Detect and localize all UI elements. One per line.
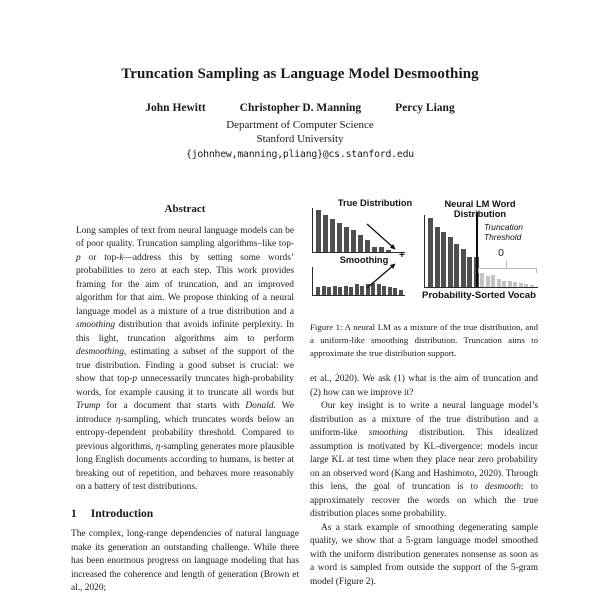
author-1: John Hewitt bbox=[145, 102, 206, 114]
affiliation-department: Department of Computer Science bbox=[226, 119, 374, 131]
neural-lm-kept-bars bbox=[428, 218, 479, 287]
zero-bracket-stem bbox=[506, 261, 507, 268]
bar bbox=[461, 249, 466, 287]
right-column bbox=[310, 196, 538, 600]
body-paragraph-3: As a stark example of smoothing degenerating sample quality, we show that a 5-gram language model smoothed with the uniform distribution generates nonsense as soon as a word is sampled from outside the support of the 5-gram model (Figure 2). bbox=[310, 522, 538, 587]
bar bbox=[491, 275, 495, 287]
bar bbox=[467, 257, 472, 287]
paper-title: Truncation Sampling as Language Model Desmoothing bbox=[121, 66, 479, 82]
bar bbox=[435, 227, 440, 287]
bar bbox=[441, 232, 446, 287]
bar bbox=[497, 279, 501, 287]
section-1-number: 1 bbox=[71, 507, 77, 520]
bar bbox=[486, 276, 490, 287]
abstract-text: Long samples of text from neural language models can be of poor quality. Truncation sampling algorithms–like top-p or top-k—address this by setting some words’ probabilities to zero at each step. This work provides framing for the aim of truncation, and an improved algorithm for that aim. We propose thinking of a neural language model as a mixture of a true distribution and a smoothing distribution that avoids infinite perplexity. In this light, truncation algorithms aim to perform desmoothing, estimating a subset of the support of the true distribution. Finding a good subset is crucial: we show that top-p unnecessarily truncates high-probability words, for example causing it to truncate all words but Trump for a document that starts with Donald. We introduce η-sampling, which truncates words below an entropy-dependent probability threshold. Compared to previous algorithms, η-sampling generates more plausible long English documents according to humans, is better at breaking out of repetition, and behaves more reasonably on a battery of test distributions. bbox=[76, 225, 295, 492]
left-column bbox=[71, 196, 299, 600]
figure-1-caption: Figure 1: A neural LM as a mixture of the true distribution, and a uniform-like smoothing distribution. Truncation aims to approximate the true distribution support. bbox=[310, 322, 538, 358]
bar bbox=[480, 273, 484, 287]
figure-1-diagram bbox=[310, 198, 538, 312]
author-list bbox=[0, 102, 600, 114]
zero-bracket bbox=[478, 268, 537, 273]
bar bbox=[519, 283, 523, 287]
smoothing-label: Smoothing bbox=[339, 255, 389, 265]
two-column-body bbox=[71, 196, 538, 600]
bar bbox=[502, 281, 506, 287]
author-emails: {johnhew,manning,pliang}@cs.stanford.edu bbox=[186, 149, 414, 160]
truncation-threshold-line bbox=[476, 212, 478, 287]
bar bbox=[524, 284, 528, 287]
zero-annotation: 0 bbox=[498, 247, 504, 259]
bar bbox=[508, 281, 512, 287]
affiliation-university: Stanford University bbox=[256, 133, 344, 145]
author-2: Christopher D. Manning bbox=[239, 102, 362, 114]
section-1-heading bbox=[71, 508, 299, 522]
paper-header bbox=[0, 66, 600, 160]
abstract-heading: Abstract bbox=[164, 203, 206, 215]
body-paragraph-1: et al., 2020). We ask (1) what is the aim of truncation and (2) how can we improve it? bbox=[310, 374, 538, 398]
bar bbox=[448, 237, 453, 287]
bar bbox=[454, 244, 459, 287]
plus-sign: + bbox=[399, 250, 405, 261]
bar bbox=[530, 285, 534, 287]
arrow-smoothing-to-plus-icon bbox=[367, 264, 395, 288]
section-1-title: Introduction bbox=[90, 507, 154, 520]
bar bbox=[428, 218, 433, 287]
neural-lm-label: Neural LM Word Distribution bbox=[444, 199, 516, 219]
x-axis-label: Probability-Sorted Vocab bbox=[422, 290, 536, 301]
truncation-threshold-label: Truncation Threshold bbox=[484, 222, 523, 242]
arrow-true-to-plus-icon bbox=[367, 224, 395, 249]
intro-paragraph: The complex, long-range dependencies of natural language make its generation an outstanding challenge. While there has been enormous progress on language modeling that has increased the coherence and length of generation (Brown et al., 2020; bbox=[71, 529, 299, 593]
figure-1 bbox=[310, 198, 538, 360]
true-distribution-label: True Distribution bbox=[337, 198, 413, 208]
body-paragraph-2: Our key insight is to write a neural language model’s distribution as a mixture of the true distribution and a uniform-like smoothing distribution. This idealized assumption is motivated by KL-divergence: models incur large KL at test time when they place near zero probability on an observed word (Kang and Hashimoto, 2020). Through this lens, the goal of truncation is to desmooth: to approximately recover the words on which the true distribution places some probability. bbox=[310, 401, 538, 519]
author-3: Percy Liang bbox=[395, 102, 455, 114]
bar bbox=[513, 282, 517, 287]
